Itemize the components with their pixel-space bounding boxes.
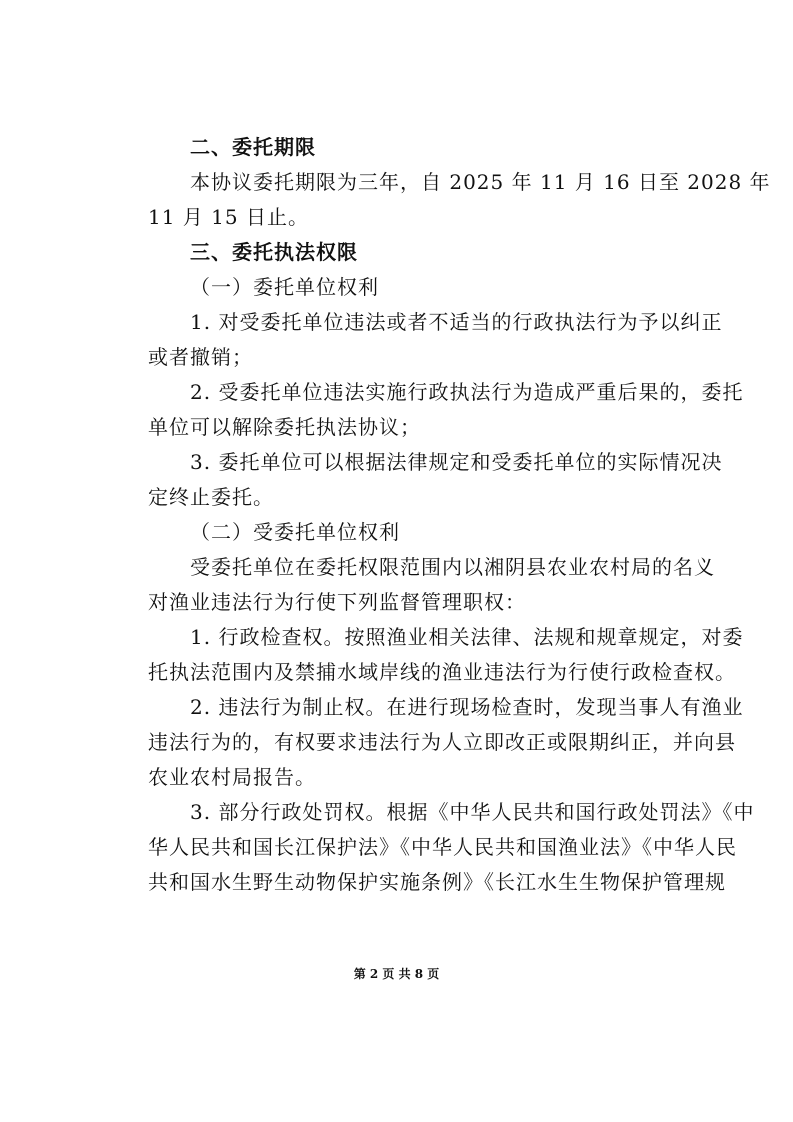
paragraph-line: 本协议委托期限为三年，自 2025 年 11 月 16 日至 2028 年 xyxy=(190,170,771,194)
section-heading-authority: 三、委托执法权限 xyxy=(190,240,358,264)
paragraph-line: 11 月 15 日止。 xyxy=(148,205,309,229)
paragraph-line: 3. 部分行政处罚权。根据《中华人民共和国行政处罚法》《中 xyxy=(190,800,755,824)
paragraph-line: 1. 行政检查权。按照渔业相关法律、法规和规章规定，对委 xyxy=(190,625,744,649)
paragraph-line: 对渔业违法行为行使下列监督管理职权： xyxy=(148,590,526,614)
paragraph-line: 共和国水生野生动物保护实施条例》《长江水生生物保护管理规 xyxy=(148,870,726,894)
page-number-footer: 第 2 页 共 8 页 xyxy=(353,967,440,981)
section-heading-term: 二、委托期限 xyxy=(190,135,316,159)
paragraph-line: 定终止委托。 xyxy=(148,485,274,509)
paragraph-line: 3. 委托单位可以根据法律规定和受委托单位的实际情况决 xyxy=(190,450,723,474)
paragraph-line: 2. 违法行为制止权。在进行现场检查时，发现当事人有渔业 xyxy=(190,695,744,719)
paragraph-line: 1. 对受委托单位违法或者不适当的行政执法行为予以纠正 xyxy=(190,310,723,334)
paragraph-line: 托执法范围内及禁捕水域岸线的渔业违法行为行使行政检查权。 xyxy=(148,660,736,684)
paragraph-line: 华人民共和国长江保护法》《中华人民共和国渔业法》《中华人民 xyxy=(148,835,737,859)
paragraph-line: 违法行为的，有权要求违法行为人立即改正或限期纠正，并向县 xyxy=(148,730,736,754)
subsection-heading-entrusted: （二）受委托单位权利 xyxy=(190,520,400,544)
paragraph-line: 农业农村局报告。 xyxy=(148,765,316,789)
paragraph-line: 或者撤销； xyxy=(148,345,253,369)
document-body xyxy=(148,130,771,900)
paragraph-line: 受委托单位在委托权限范围内以湘阴县农业农村局的名义 xyxy=(190,555,715,579)
paragraph-line: 2. 受委托单位违法实施行政执法行为造成严重后果的，委托 xyxy=(190,380,744,404)
paragraph-line: 单位可以解除委托执法协议； xyxy=(148,415,421,439)
subsection-heading-entrusting: （一）委托单位权利 xyxy=(190,275,379,299)
